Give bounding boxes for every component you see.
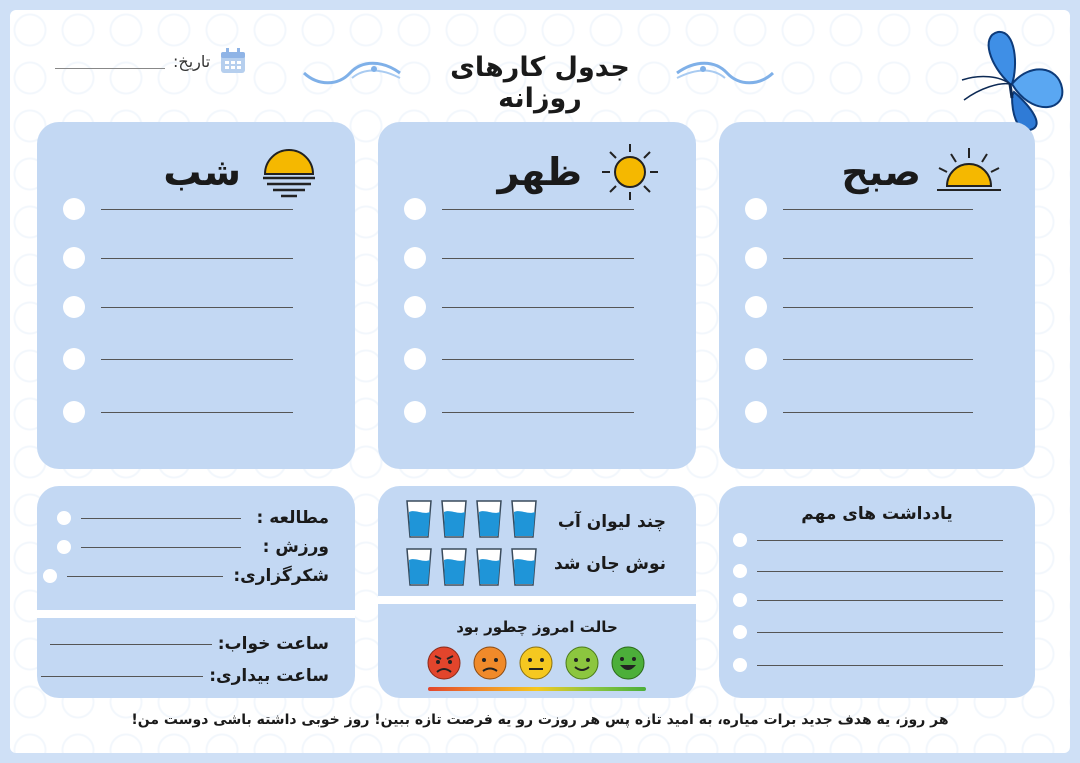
task-line bbox=[101, 209, 293, 210]
divider bbox=[37, 610, 355, 618]
task-line bbox=[783, 359, 973, 360]
butterfly-icon bbox=[950, 26, 1068, 134]
notes-title: یادداشت های مهم bbox=[801, 504, 953, 524]
task-line bbox=[101, 307, 293, 308]
morning-label: صبح bbox=[841, 150, 921, 194]
note-line-2[interactable] bbox=[733, 564, 1003, 578]
bullet bbox=[57, 540, 71, 554]
grin-face-icon[interactable] bbox=[610, 645, 646, 681]
sun-icon bbox=[594, 142, 666, 202]
task-line bbox=[101, 412, 293, 413]
sunrise-icon bbox=[933, 142, 1005, 202]
checkbox[interactable] bbox=[63, 296, 85, 318]
water-glass-icon[interactable] bbox=[441, 548, 467, 586]
bullet bbox=[733, 658, 747, 672]
water-glass-icon[interactable] bbox=[476, 500, 502, 538]
sad-face-icon[interactable] bbox=[472, 645, 508, 681]
task-line bbox=[783, 412, 973, 413]
checkbox[interactable] bbox=[63, 348, 85, 370]
sleep-time-label: ساعت خواب: bbox=[217, 634, 329, 654]
noon-task-3[interactable] bbox=[404, 296, 634, 318]
morning-task-2[interactable] bbox=[745, 247, 973, 269]
water-glass-icon[interactable] bbox=[476, 548, 502, 586]
morning-task-4[interactable] bbox=[745, 348, 973, 370]
bullet bbox=[43, 569, 57, 583]
checkbox[interactable] bbox=[404, 348, 426, 370]
bullet bbox=[733, 533, 747, 547]
smile-face-icon[interactable] bbox=[564, 645, 600, 681]
task-line bbox=[442, 359, 634, 360]
sunset-icon bbox=[253, 142, 325, 202]
night-card bbox=[37, 122, 355, 469]
exercise-row[interactable] bbox=[57, 537, 329, 557]
calendar-icon bbox=[218, 46, 248, 76]
task-line bbox=[442, 412, 634, 413]
habits-card bbox=[37, 486, 355, 698]
checkbox[interactable] bbox=[745, 296, 767, 318]
gratitude-label: شکرگزاری: bbox=[233, 566, 329, 586]
noon-card bbox=[378, 122, 696, 469]
checkbox[interactable] bbox=[745, 247, 767, 269]
water-glass-icon[interactable] bbox=[511, 548, 537, 586]
bullet bbox=[57, 511, 71, 525]
water-glass-icon[interactable] bbox=[441, 500, 467, 538]
water-glass-icon[interactable] bbox=[406, 500, 432, 538]
task-line bbox=[783, 209, 973, 210]
exercise-label: ورزش : bbox=[262, 537, 329, 557]
gratitude-row[interactable] bbox=[43, 566, 329, 586]
task-line bbox=[442, 258, 634, 259]
water-label-2: نوش جان شد bbox=[553, 554, 666, 574]
task-line bbox=[442, 209, 634, 210]
morning-card bbox=[719, 122, 1035, 469]
noon-task-1[interactable] bbox=[404, 198, 634, 220]
water-mood-card bbox=[378, 486, 696, 698]
night-task-3[interactable] bbox=[63, 296, 293, 318]
water-glass-icon[interactable] bbox=[406, 548, 432, 586]
task-line bbox=[101, 359, 293, 360]
noon-task-4[interactable] bbox=[404, 348, 634, 370]
morning-task-3[interactable] bbox=[745, 296, 973, 318]
study-row[interactable] bbox=[57, 508, 329, 528]
checkbox[interactable] bbox=[404, 296, 426, 318]
task-line bbox=[101, 258, 293, 259]
checkbox[interactable] bbox=[63, 198, 85, 220]
neutral-face-icon[interactable] bbox=[518, 645, 554, 681]
note-line-3[interactable] bbox=[733, 593, 1003, 607]
bullet bbox=[733, 625, 747, 639]
task-line bbox=[442, 307, 634, 308]
note-line-1[interactable] bbox=[733, 533, 1003, 547]
date-line bbox=[55, 68, 165, 69]
checkbox[interactable] bbox=[404, 198, 426, 220]
checkbox[interactable] bbox=[63, 401, 85, 423]
bullet bbox=[733, 564, 747, 578]
night-task-5[interactable] bbox=[63, 401, 293, 423]
morning-task-5[interactable] bbox=[745, 401, 973, 423]
note-line-4[interactable] bbox=[733, 625, 1003, 639]
angry-face-icon[interactable] bbox=[426, 645, 462, 681]
mood-faces bbox=[426, 645, 646, 681]
task-line bbox=[783, 258, 973, 259]
checkbox[interactable] bbox=[745, 401, 767, 423]
night-label: شب bbox=[163, 150, 241, 194]
night-task-1[interactable] bbox=[63, 198, 293, 220]
noon-label: ظهر bbox=[497, 150, 582, 194]
wake-time-label: ساعت بیداری: bbox=[209, 666, 329, 686]
right-ornament-icon bbox=[675, 58, 775, 88]
sleep-time-row[interactable] bbox=[50, 634, 329, 654]
left-ornament-icon bbox=[302, 58, 402, 88]
date-field[interactable] bbox=[55, 46, 248, 76]
water-label-1: چند لیوان آب bbox=[557, 512, 666, 532]
footer-quote: هر روز، یه هدف جدید برات میاره، به امید تازه پس هر روزت رو یه فرصت تازه ببین! روز خوبی داشته باشی دوست من! bbox=[131, 712, 949, 728]
note-line-5[interactable] bbox=[733, 658, 1003, 672]
night-task-4[interactable] bbox=[63, 348, 293, 370]
checkbox[interactable] bbox=[63, 247, 85, 269]
morning-task-1[interactable] bbox=[745, 198, 973, 220]
water-glass-icon[interactable] bbox=[511, 500, 537, 538]
study-label: مطالعه : bbox=[256, 508, 329, 528]
notes-card bbox=[719, 486, 1035, 698]
date-label: تاریخ: bbox=[173, 51, 211, 71]
noon-task-5[interactable] bbox=[404, 401, 634, 423]
task-line bbox=[783, 307, 973, 308]
mood-label: حالت امروز چطور بود bbox=[456, 618, 618, 636]
divider bbox=[378, 596, 696, 604]
checkbox[interactable] bbox=[745, 348, 767, 370]
checkbox[interactable] bbox=[745, 198, 767, 220]
page-title: جدول کارهای روزانه bbox=[450, 52, 630, 114]
checkbox[interactable] bbox=[404, 247, 426, 269]
bullet bbox=[733, 593, 747, 607]
mood-gradient-bar bbox=[428, 687, 646, 691]
night-task-2[interactable] bbox=[63, 247, 293, 269]
noon-task-2[interactable] bbox=[404, 247, 634, 269]
water-glasses bbox=[406, 500, 546, 586]
checkbox[interactable] bbox=[404, 401, 426, 423]
wake-time-row[interactable] bbox=[41, 666, 329, 686]
